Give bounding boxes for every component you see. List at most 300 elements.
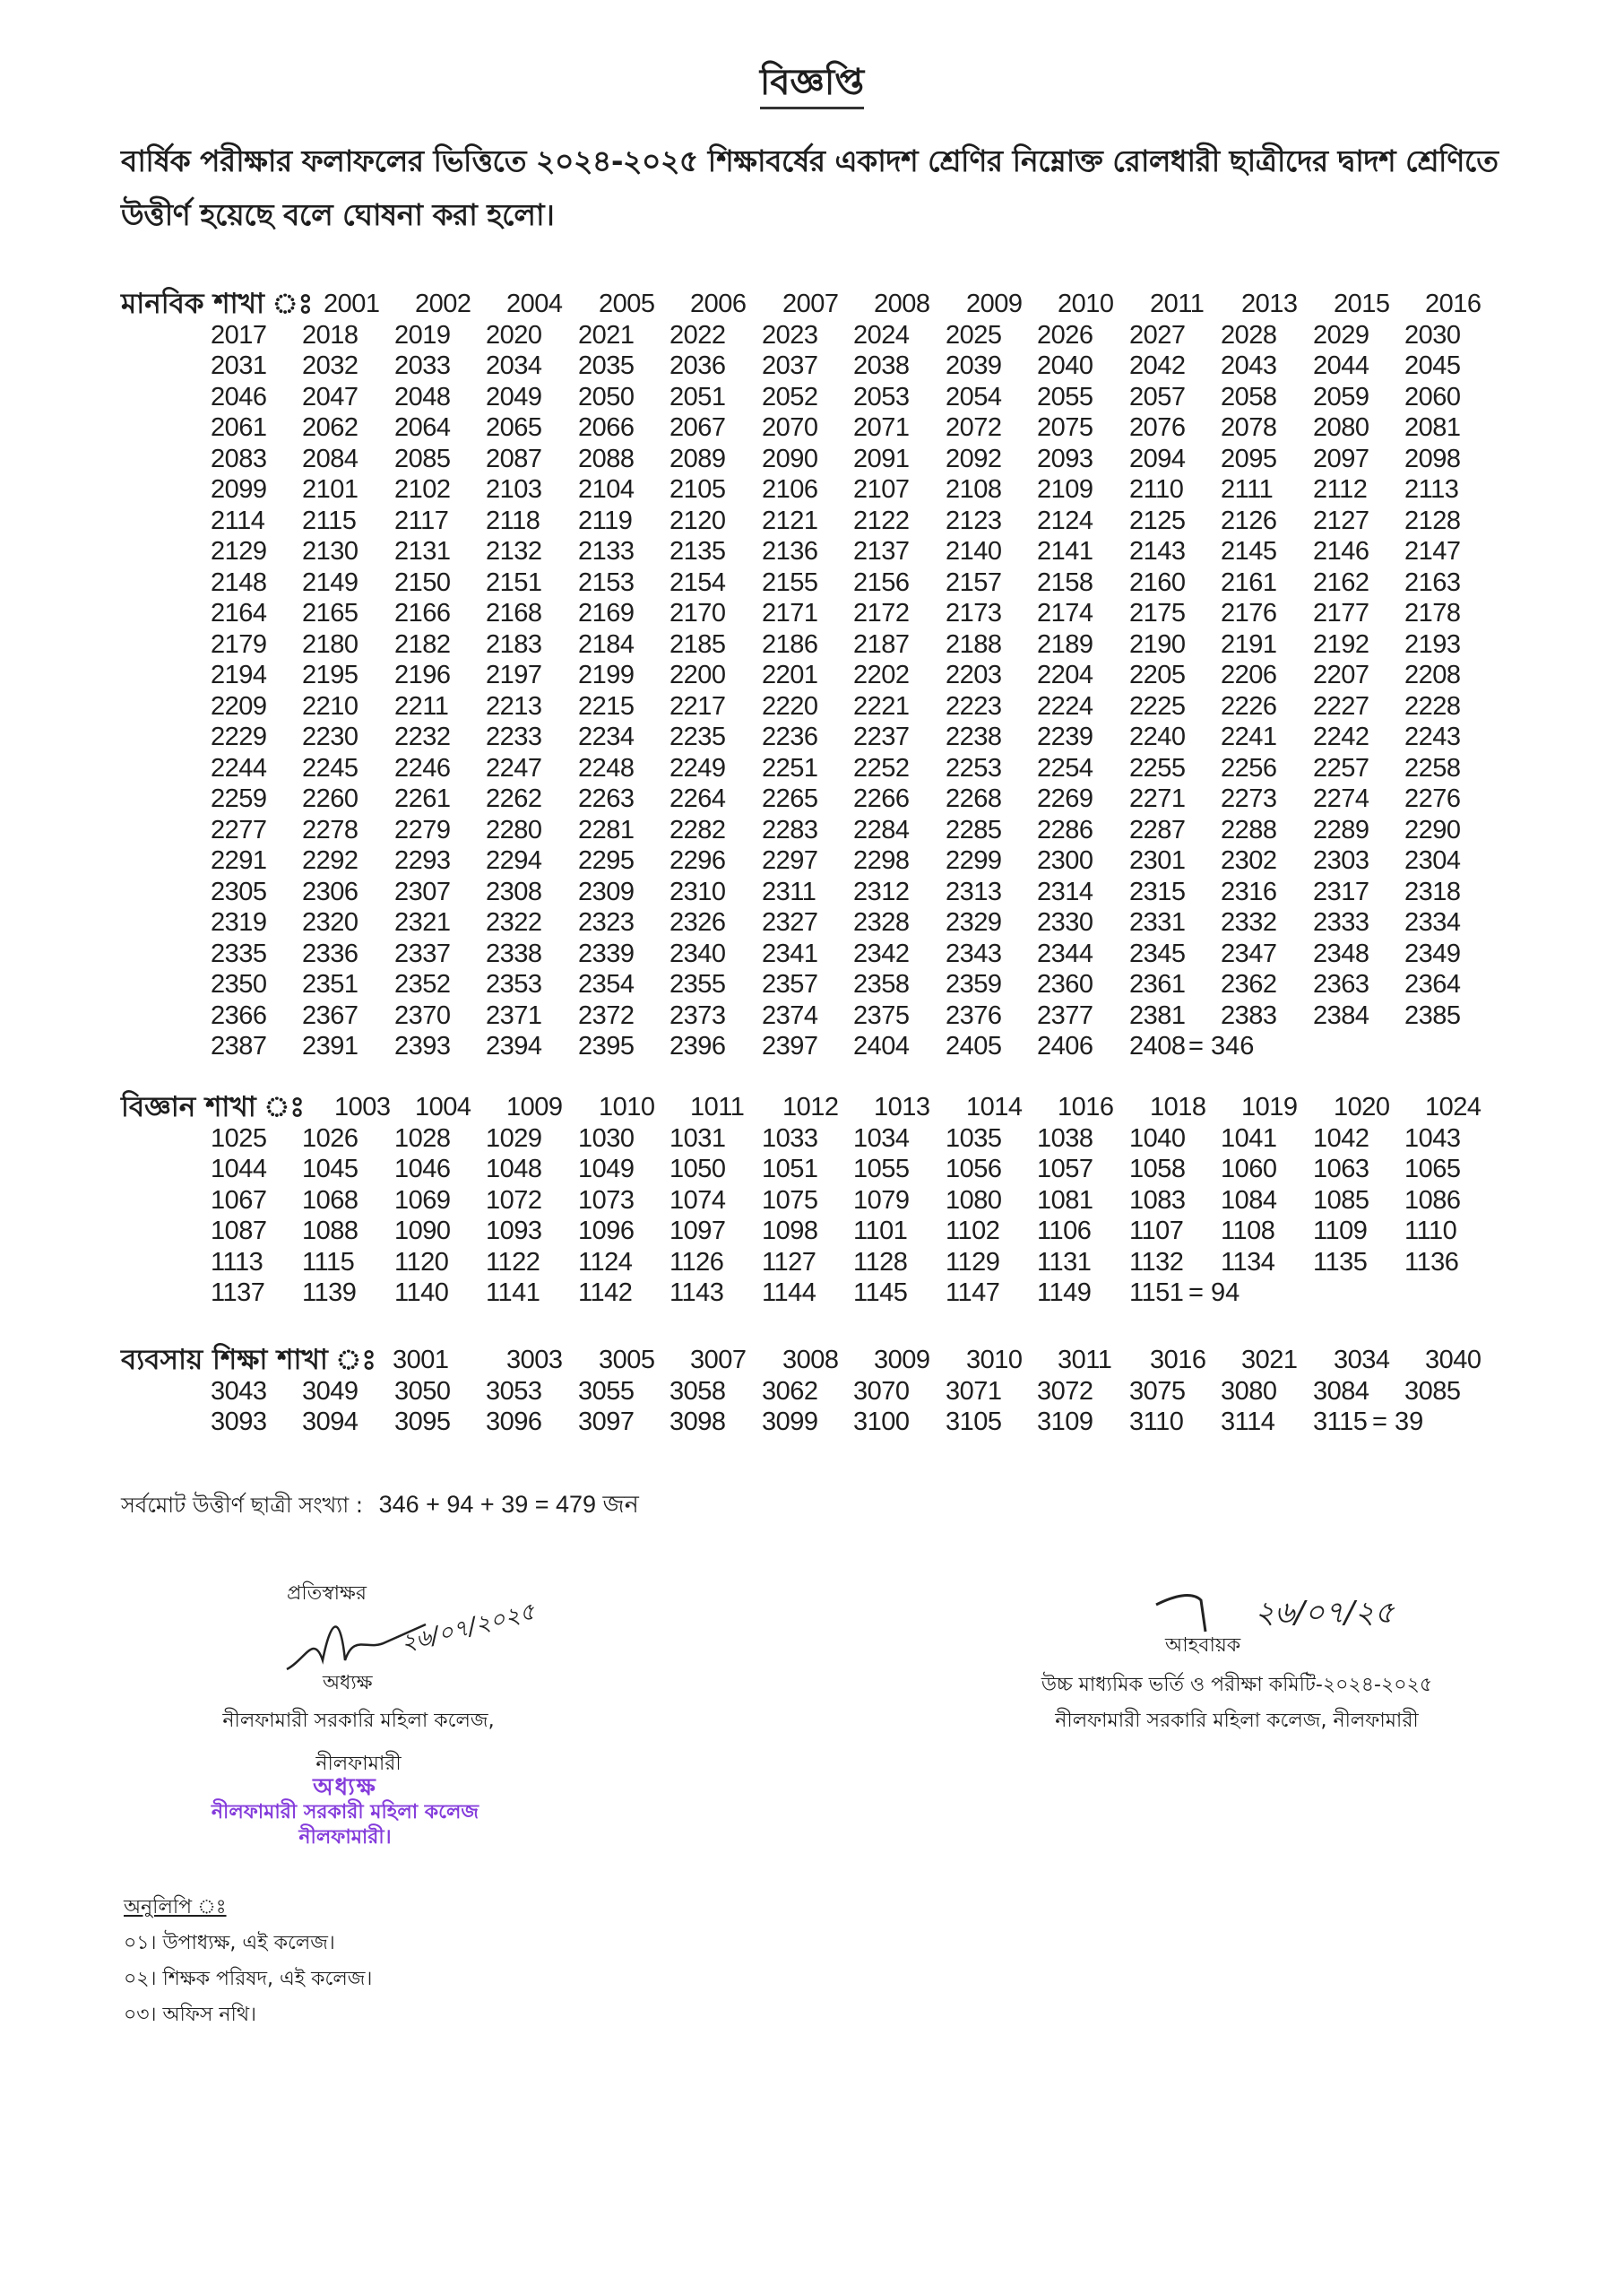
roll-number: 2302 [1221,846,1277,875]
roll-number: 2295 [578,846,635,875]
roll-number: 2405 [946,1032,1002,1061]
roll-number: 2118 [486,506,540,535]
roll-number: 2232 [394,723,451,751]
roll-number: 1145 [853,1278,908,1307]
roll-number: 2311 [762,877,816,906]
roll-number: 2081 [1404,413,1461,442]
roll-number: 2292 [302,846,358,875]
roll-number: 2192 [1313,629,1369,659]
roll-number: 2300 [1037,846,1093,875]
roll-number: 2148 [211,567,267,597]
roll-number: 2224 [1037,691,1093,721]
roll-number: 1142 [578,1278,633,1307]
roll-number: 2004 [506,290,563,318]
roll-number: 2133 [578,537,635,566]
roll-number: 2241 [1221,723,1277,751]
roll-number: 3097 [578,1407,635,1436]
roll-number: 2015 [1334,290,1390,318]
roll-number: 3080 [1221,1376,1277,1406]
counter-sign-label: প্রতিস্বাক্ষর [287,1582,367,1605]
roll-number: 3007 [690,1346,747,1374]
roll-number: 2227 [1313,691,1369,721]
roll-number: 2125 [1129,506,1186,535]
roll-number: 2288 [1221,815,1277,844]
roll-number: 2321 [394,908,451,937]
principal-date: ২৬/০৭/২০২৫ [398,1598,538,1658]
roll-number: 2301 [1129,846,1186,875]
roll-number: 2121 [762,506,818,535]
roll-number: 2262 [486,784,542,813]
stamp-line-1: অধ্যক্ষ [313,1774,377,1801]
roll-number: 3034 [1334,1346,1390,1374]
roll-number: 2112 [1313,475,1368,504]
roll-number: 2229 [211,723,267,751]
roll-number: 2030 [1404,320,1461,350]
roll-number: 2221 [853,691,910,721]
roll-number: 2146 [1313,537,1369,566]
roll-number: 2173 [946,599,1002,628]
roll-number: 2176 [1221,599,1277,628]
roll-number: 1058 [1129,1155,1186,1183]
roll-number: 2072 [946,413,1002,442]
roll-number: 2191 [1221,629,1277,659]
roll-number: 3055 [578,1376,635,1406]
roll-number: 2286 [1037,815,1093,844]
roll-number: 2168 [486,599,542,628]
roll-number: 2303 [1313,846,1369,875]
roll-number: 2179 [211,629,267,659]
roll-number: 2027 [1129,320,1186,350]
roll-number: 2287 [1129,815,1186,844]
roll-number: 2289 [1313,815,1369,844]
roll-number: 1045 [302,1155,358,1183]
notice-title [0,54,1624,114]
roll-number: 1093 [486,1217,542,1245]
roll-number: 2075 [1037,413,1093,442]
roll-number: 2165 [302,599,358,628]
section-label: ব্যবসায় শিক্ষা শাখা ঃ [121,1344,376,1376]
roll-number: 2317 [1313,877,1369,906]
roll-number: 1041 [1221,1123,1277,1153]
roll-number: 3011 [1058,1346,1112,1374]
roll-number: 2238 [946,723,1002,751]
roll-number: 3105 [946,1407,1002,1436]
roll-number: 2354 [578,970,635,999]
roll-number: 2182 [394,629,451,659]
roll-number: 2239 [1037,723,1093,751]
roll-number: 2377 [1037,1000,1093,1030]
roll-number: 2150 [394,567,451,597]
roll-number: 1009 [506,1093,563,1122]
roll-number: 1030 [578,1123,635,1153]
roll-number: 2207 [1313,661,1369,689]
roll-number: 2107 [853,475,910,504]
stamp-line-2: নীলফামারী সরকারী মহিলা কলেজ [211,1801,479,1823]
roll-number: 2210 [302,691,358,721]
roll-number: 1038 [1037,1123,1093,1153]
roll-number: 2334 [1404,908,1461,937]
roll-number: 2355 [669,970,726,999]
roll-number: 2177 [1313,599,1369,628]
roll-number: 2283 [762,815,818,844]
principal-institution: নীলফামারী সরকারি মহিলা কলেজ, [222,1710,495,1732]
roll-number: 1034 [853,1123,910,1153]
roll-number: 1018 [1150,1093,1206,1122]
roll-number: 2050 [578,382,635,411]
roll-number: 1151 [1129,1278,1184,1307]
roll-number: 1025 [211,1123,267,1153]
roll-number: 2282 [669,815,726,844]
roll-number: 2007 [782,290,839,318]
roll-number: 1031 [669,1123,726,1153]
roll-number: 1069 [394,1185,451,1215]
roll-number: 2205 [1129,661,1186,689]
grand-total-value: 346 + 94 + 39 = 479 জন [378,1491,639,1518]
roll-number: 2396 [669,1032,726,1061]
roll-number: 2103 [486,475,542,504]
roll-number: 2291 [211,846,267,875]
roll-number: 2351 [302,970,358,999]
roll-number: 1004 [415,1093,471,1122]
roll-number: 2083 [211,444,267,473]
roll-number: 1113 [211,1247,263,1277]
roll-number: 1085 [1313,1185,1369,1215]
roll-number: 2066 [578,413,635,442]
roll-number: 2338 [486,939,542,968]
roll-number: 2098 [1404,444,1461,473]
roll-number: 1128 [853,1247,908,1277]
roll-number: 2024 [853,320,910,350]
roll-number: 2260 [302,784,358,813]
roll-number: 2197 [486,661,542,689]
roll-number: 2323 [578,908,635,937]
roll-number: 1073 [578,1185,635,1215]
roll-number: 2333 [1313,908,1369,937]
roll-number: 2114 [211,506,265,535]
roll-number: 3072 [1037,1376,1093,1406]
roll-number: 3021 [1241,1346,1298,1374]
roll-number: 2237 [853,723,910,751]
roll-number: 3071 [946,1376,1002,1406]
roll-number: 1136 [1404,1247,1459,1277]
roll-number: 2307 [394,877,451,906]
roll-number: 2087 [486,444,542,473]
roll-number: 2049 [486,382,542,411]
roll-number: 2228 [1404,691,1461,721]
roll-number: 1079 [853,1185,910,1215]
roll-number: 2130 [302,537,358,566]
roll-number: 2208 [1404,661,1461,689]
roll-number: 2199 [578,661,635,689]
roll-number: 1051 [762,1155,818,1183]
roll-number: 2357 [762,970,818,999]
roll-number: 2022 [669,320,726,350]
roll-number: 1075 [762,1185,818,1215]
roll-number: 1098 [762,1217,818,1245]
roll-number: 1090 [394,1217,451,1245]
roll-number: 2085 [394,444,451,473]
roll-number: 2185 [669,629,726,659]
roll-number: 2131 [394,537,451,566]
roll-number: 2247 [486,753,542,783]
roll-number: 2013 [1241,290,1298,318]
roll-number: 2236 [762,723,818,751]
roll-number: 2038 [853,351,910,380]
roll-number: 2162 [1313,567,1369,597]
roll-number: 1083 [1129,1185,1186,1215]
roll-number: 2343 [946,939,1002,968]
roll-number: 2071 [853,413,910,442]
roll-number: 2374 [762,1000,818,1030]
roll-number: 2084 [302,444,358,473]
roll-number: 2115 [302,506,357,535]
roll-number: 2345 [1129,939,1186,968]
roll-number: 2045 [1404,351,1461,380]
roll-number: 1074 [669,1185,726,1215]
roll-number: 2051 [669,382,726,411]
roll-number: 2306 [302,877,358,906]
roll-number: 2145 [1221,537,1277,566]
roll-number: 1029 [486,1123,542,1153]
roll-number: 2326 [669,908,726,937]
roll-number: 1035 [946,1123,1002,1153]
roll-number: 2065 [486,413,542,442]
roll-number: 2319 [211,908,267,937]
roll-number: 2235 [669,723,726,751]
roll-number: 1068 [302,1185,358,1215]
roll-number: 2408 [1129,1032,1186,1061]
roll-number: 1072 [486,1185,542,1215]
roll-number: 2279 [394,815,451,844]
roll-number: 2200 [669,661,726,689]
convener-role: আহবায়ক [1165,1634,1241,1657]
roll-number: 2184 [578,629,635,659]
roll-number: 2057 [1129,382,1186,411]
roll-number: 2018 [302,320,358,350]
roll-number: 2254 [1037,753,1093,783]
roll-number: 2089 [669,444,726,473]
roll-number: 2025 [946,320,1002,350]
roll-number: 1149 [1037,1278,1092,1307]
roll-number: 2248 [578,753,635,783]
roll-number: 3040 [1425,1346,1481,1374]
roll-number: 2099 [211,475,267,504]
roll-number: 2332 [1221,908,1277,937]
roll-number: 2259 [211,784,267,813]
roll-number: 2376 [946,1000,1002,1030]
roll-number: 2249 [669,753,726,783]
section-total: = 346 [1188,1032,1255,1061]
roll-number: 2266 [853,784,910,813]
roll-number: 2102 [394,475,451,504]
roll-number: 2242 [1313,723,1369,751]
roll-number: 2113 [1404,475,1459,504]
roll-number: 1108 [1221,1217,1275,1245]
roll-number: 2274 [1313,784,1369,813]
roll-number: 2347 [1221,939,1277,968]
roll-number: 2304 [1404,846,1461,875]
roll-number: 1028 [394,1123,451,1153]
roll-number: 2061 [211,413,267,442]
roll-number: 2035 [578,351,635,380]
roll-number: 2367 [302,1000,358,1030]
roll-number: 2064 [394,413,451,442]
roll-number: 2046 [211,382,267,411]
roll-number: 2044 [1313,351,1369,380]
roll-number: 2395 [578,1032,635,1061]
roll-number: 2360 [1037,970,1093,999]
roll-number: 2117 [394,506,449,535]
roll-number: 2090 [762,444,818,473]
roll-number: 2178 [1404,599,1461,628]
principal-role: অধ্যক্ষ [323,1672,373,1694]
roll-number: 2111 [1221,475,1274,504]
roll-number: 2322 [486,908,542,937]
roll-number: 2394 [486,1032,542,1061]
roll-number: 1044 [211,1155,267,1183]
roll-number: 2093 [1037,444,1093,473]
roll-number: 2244 [211,753,267,783]
roll-number: 2353 [486,970,542,999]
roll-number: 2213 [486,691,542,721]
roll-number: 1016 [1058,1093,1114,1122]
roll-number: 1109 [1313,1217,1368,1245]
roll-number: 1106 [1037,1217,1092,1245]
roll-number: 2058 [1221,382,1277,411]
roll-number: 2217 [669,691,726,721]
roll-number: 2055 [1037,382,1093,411]
roll-number: 1141 [486,1278,540,1307]
roll-number: 2265 [762,784,818,813]
roll-number: 3099 [762,1407,818,1436]
roll-number: 1102 [946,1217,1000,1245]
roll-number: 1080 [946,1185,1002,1215]
roll-number: 2358 [853,970,910,999]
roll-number: 2135 [669,537,726,566]
roll-number: 2225 [1129,691,1186,721]
roll-number: 1046 [394,1155,451,1183]
roll-number: 1143 [669,1278,724,1307]
section-label: বিজ্ঞান শাখা ঃ [121,1091,305,1123]
roll-number: 2342 [853,939,910,968]
roll-number: 3115 [1313,1407,1368,1436]
roll-number: 3114 [1221,1407,1275,1436]
roll-number: 2193 [1404,629,1461,659]
roll-number: 2245 [302,753,358,783]
roll-number: 2406 [1037,1032,1093,1061]
roll-number: 2119 [578,506,633,535]
roll-number: 2070 [762,413,818,442]
convener-date: ২৬/০৭/২৫ [1255,1595,1395,1631]
roll-number: 3094 [302,1407,358,1436]
roll-number: 2375 [853,1000,910,1030]
roll-number: 2171 [762,599,818,628]
roll-number: 3058 [669,1376,726,1406]
stamp-line-3: নীলফামারী। [298,1826,392,1849]
section-total: = 94 [1188,1278,1240,1307]
roll-number: 2233 [486,723,542,751]
principal-place: নীলফামারী [315,1753,402,1775]
roll-number: 2344 [1037,939,1093,968]
roll-number: 1139 [302,1278,357,1307]
roll-number: 2001 [324,290,380,318]
roll-number: 2108 [946,475,1002,504]
roll-number: 1088 [302,1217,358,1245]
roll-number: 2290 [1404,815,1461,844]
roll-number: 2187 [853,629,910,659]
roll-number: 2023 [762,320,818,350]
roll-number: 3009 [874,1346,930,1374]
roll-number: 2047 [302,382,358,411]
roll-number: 2122 [853,506,910,535]
roll-number: 2337 [394,939,451,968]
roll-number: 2383 [1221,1000,1277,1030]
roll-number: 2284 [853,815,910,844]
roll-number: 2005 [599,290,655,318]
grand-total [121,1486,639,1527]
roll-number: 2318 [1404,877,1461,906]
roll-number: 2048 [394,382,451,411]
roll-number: 1042 [1313,1123,1369,1153]
roll-number: 1010 [599,1093,655,1122]
roll-number: 2194 [211,661,267,689]
roll-number: 2106 [762,475,818,504]
roll-number: 2271 [1129,784,1186,813]
roll-number: 2011 [1150,290,1205,318]
roll-number: 2032 [302,351,358,380]
roll-number: 2060 [1404,382,1461,411]
roll-number: 2141 [1037,537,1093,566]
roll-number: 1144 [762,1278,816,1307]
roll-number: 2209 [211,691,267,721]
roll-number: 2092 [946,444,1002,473]
roll-number: 2029 [1313,320,1369,350]
section-label: মানবিক শাখা ঃ [121,288,314,320]
roll-number: 1132 [1129,1247,1184,1277]
roll-number: 3070 [853,1376,910,1406]
roll-number: 1129 [946,1247,1000,1277]
roll-number: 2154 [669,567,726,597]
roll-number: 2124 [1037,506,1093,535]
roll-number: 3100 [853,1407,910,1436]
roll-number: 2164 [211,599,267,628]
roll-number: 1033 [762,1123,818,1153]
roll-number: 1019 [1241,1093,1298,1122]
roll-number: 1101 [853,1217,908,1245]
roll-number: 2387 [211,1032,267,1061]
roll-number: 3003 [506,1346,563,1374]
roll-number: 1060 [1221,1155,1277,1183]
roll-number: 1024 [1425,1093,1481,1122]
roll-number: 2053 [853,382,910,411]
roll-number: 2143 [1129,537,1186,566]
roll-number: 2126 [1221,506,1277,535]
roll-number: 2366 [211,1000,267,1030]
roll-number: 2348 [1313,939,1369,968]
roll-number: 2363 [1313,970,1369,999]
roll-number: 2190 [1129,629,1186,659]
roll-number: 3096 [486,1407,542,1436]
roll-number: 2211 [394,691,449,721]
roll-number: 2315 [1129,877,1186,906]
roll-number: 2008 [874,290,930,318]
roll-number: 1120 [394,1247,449,1277]
roll-number: 2299 [946,846,1002,875]
roll-number: 2372 [578,1000,635,1030]
roll-number: 2316 [1221,877,1277,906]
roll-number: 2384 [1313,1000,1369,1030]
roll-number: 2188 [946,629,1002,659]
